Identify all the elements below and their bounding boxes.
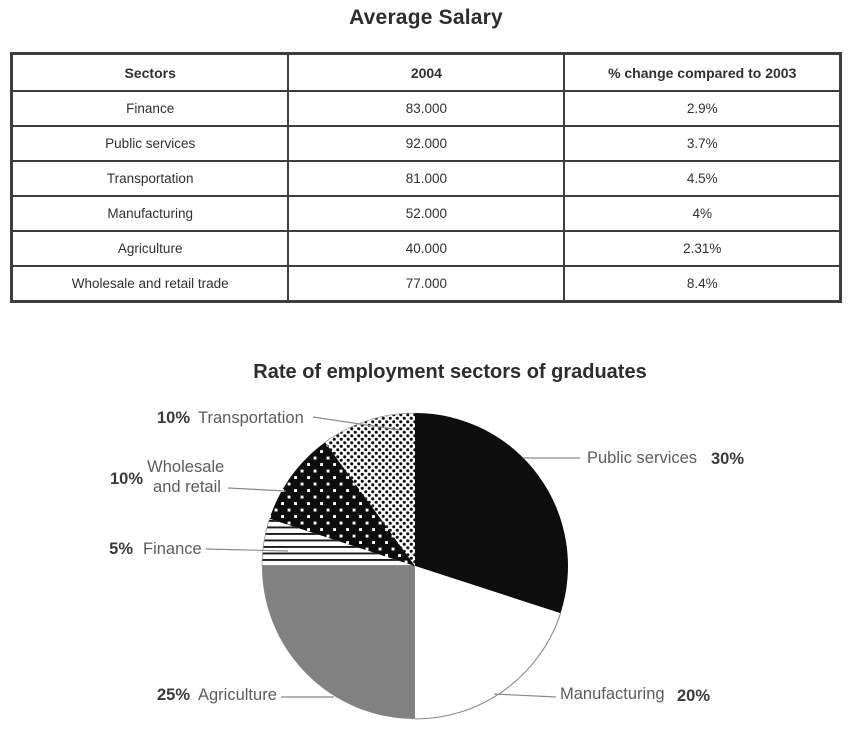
pie-label-agriculture-name: Agriculture <box>198 686 277 704</box>
column-header-2004: 2004 <box>288 54 564 92</box>
pie-label-transportation-name: Transportation <box>198 409 304 427</box>
column-header-sectors: Sectors <box>12 54 289 92</box>
cell-2004: 83.000 <box>288 91 564 126</box>
pie-label-agriculture-pct: 25% <box>156 686 190 704</box>
pie-slice-agriculture <box>262 566 415 719</box>
leader-line-wholesale <box>228 488 286 491</box>
cell-sector: Agriculture <box>12 231 289 266</box>
cell-2004: 92.000 <box>288 126 564 161</box>
cell-2004: 40.000 <box>288 231 564 266</box>
pie-label-public-services-pct: 30% <box>711 450 745 468</box>
cell-change: 2.9% <box>564 91 840 126</box>
cell-2004: 81.000 <box>288 161 564 196</box>
cell-sector: Manufacturing <box>12 196 289 231</box>
pie-label-finance-name: Finance <box>143 540 202 558</box>
pie-label-transportation-pct: 10% <box>156 409 190 427</box>
pie-label-public-services-name: Public services <box>587 449 698 467</box>
pie-label-wholesale-name <box>147 458 229 496</box>
cell-2004: 52.000 <box>288 196 564 231</box>
pie-label-wholesale-line2: and retail <box>153 478 221 496</box>
pie-chart-title: Rate of employment sectors of graduates <box>253 361 647 383</box>
cell-sector: Transportation <box>12 161 289 196</box>
cell-change: 8.4% <box>564 266 840 302</box>
cell-2004: 77.000 <box>288 266 564 302</box>
leader-line-manufacturing <box>494 694 556 697</box>
column-header-change: % change compared to 2003 <box>564 54 840 92</box>
pie-label-finance-pct: 5% <box>109 540 133 558</box>
cell-change: 4% <box>564 196 840 231</box>
pie-label-wholesale-pct: 10% <box>109 470 143 488</box>
cell-sector: Finance <box>12 91 289 126</box>
cell-change: 3.7% <box>564 126 840 161</box>
cell-change: 2.31% <box>564 231 840 266</box>
pie-label-manufacturing-pct: 20% <box>677 687 711 705</box>
cell-change: 4.5% <box>564 161 840 196</box>
pie-label-manufacturing-name: Manufacturing <box>560 685 665 703</box>
salary-table-title: Average Salary <box>349 6 503 29</box>
cell-sector: Wholesale and retail trade <box>12 266 289 302</box>
pie-label-wholesale-line1: Wholesale <box>147 458 225 476</box>
cell-sector: Public services <box>12 126 289 161</box>
